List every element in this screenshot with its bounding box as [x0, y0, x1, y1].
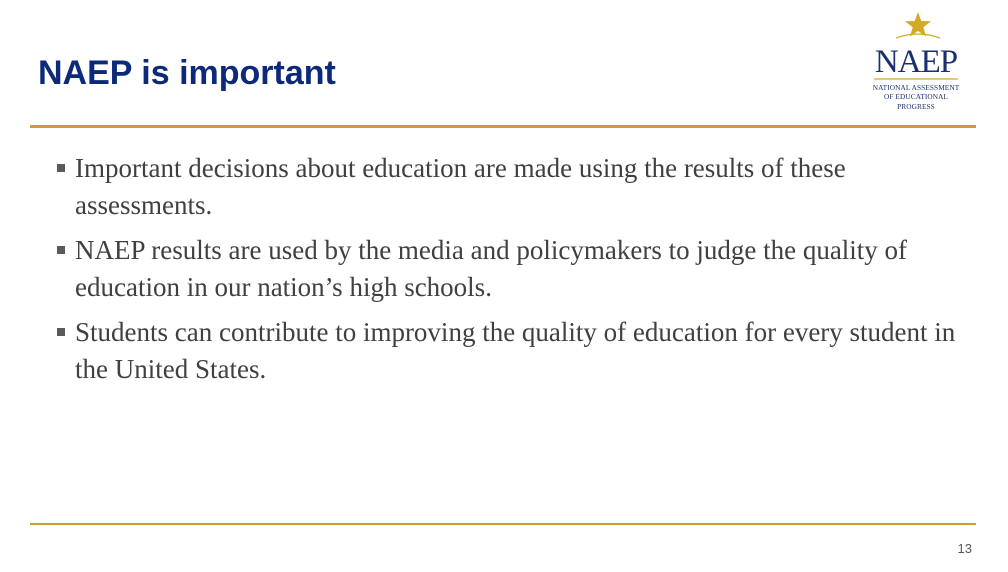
title-divider	[30, 125, 976, 128]
logo-caption-line: NATIONAL ASSESSMENT	[872, 83, 960, 92]
square-bullet-icon	[57, 246, 65, 254]
slide-title: NAEP is important	[38, 54, 336, 92]
logo-caption-line: PROGRESS	[897, 101, 935, 111]
footer-divider	[30, 523, 976, 525]
page-number: 13	[957, 541, 972, 556]
bullet-text: Important decisions about education are made using the results of these assessments.	[75, 153, 846, 220]
square-bullet-icon	[57, 164, 65, 172]
logo-wordmark: NAEP	[874, 44, 958, 80]
bullet-item	[54, 150, 974, 224]
star-icon	[866, 10, 966, 82]
logo-caption-line: OF EDUCATIONAL	[883, 92, 949, 102]
bullet-list	[54, 150, 974, 396]
bullet-item	[54, 314, 974, 388]
square-bullet-icon	[57, 328, 65, 336]
logo-caption	[866, 83, 966, 111]
bullet-item	[54, 232, 974, 306]
naep-logo	[866, 10, 966, 116]
bullet-text: NAEP results are used by the media and policymakers to judge the quality of education in our nation’s high schools.	[75, 235, 908, 302]
bullet-text: Students can contribute to improving the quality of education for every student in the United States.	[75, 317, 956, 384]
